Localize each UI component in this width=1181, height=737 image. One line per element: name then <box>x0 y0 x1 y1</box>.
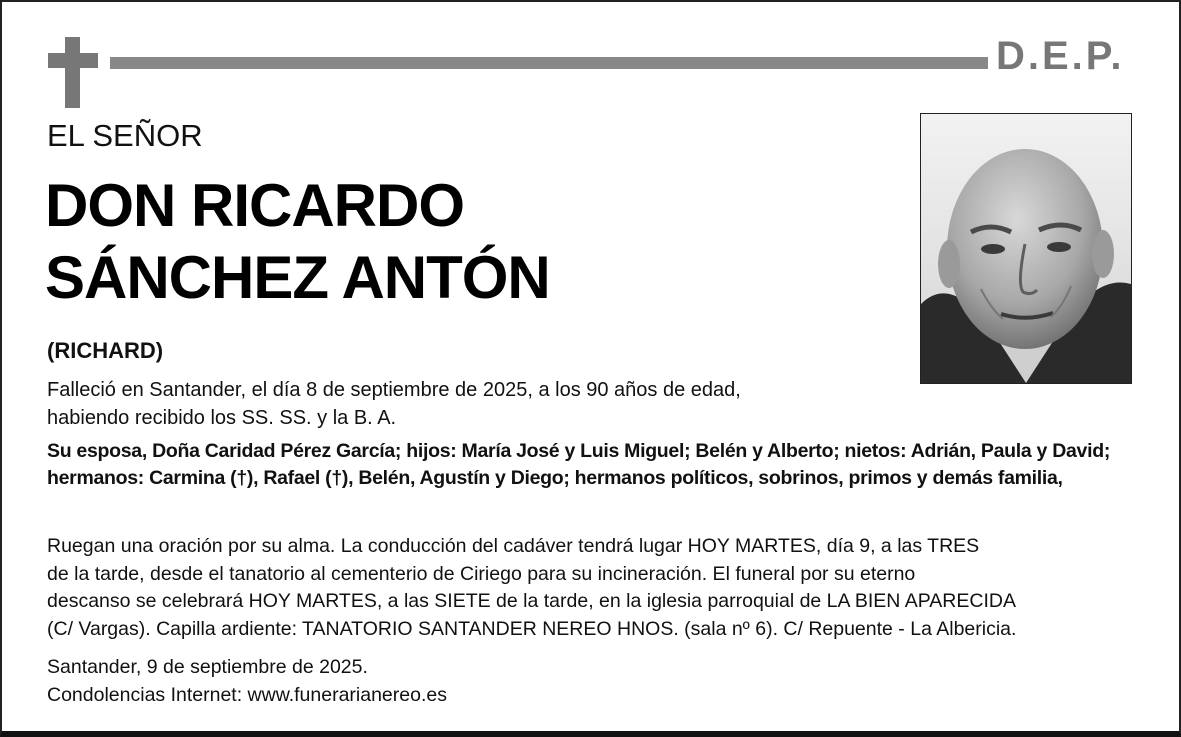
cross-icon-bar <box>48 53 98 68</box>
header-rule <box>110 57 988 69</box>
dep-label: D.E.P. <box>996 34 1125 78</box>
family-list: Su esposa, Doña Caridad Pérez García; hijos: María José y Luis Miguel; Belén y Alberto; nietos: Adrián, Paula y David; hermanos: Carmina (†), Rafael (†), Belén, Agustín y Diego; hermanos políticos, sobrinos, primos y demás familia, <box>47 440 1111 489</box>
death-notice-line2: habiendo recibido los SS. SS. y la B. A. <box>47 407 397 429</box>
portrait-illustration <box>921 114 1131 383</box>
deceased-title: EL SEÑOR <box>47 118 203 153</box>
cross-icon <box>65 37 80 108</box>
funeral-details <box>47 533 1147 643</box>
funeral-details-line1: Ruegan una oración por su alma. La conducción del cadáver tendrá lugar HOY MARTES, día 9, a las TRES <box>47 535 980 557</box>
funeral-details-line2: de la tarde, desde el tanatorio al cementerio de Ciriego para su incineración. El funeral por su eterno <box>47 562 916 585</box>
funeral-details-line3: descanso se celebrará HOY MARTES, a las SIETE de la tarde, en la iglesia parroquial de LA BIEN APARECIDA <box>47 590 1016 612</box>
place-date: Santander, 9 de septiembre de 2025. <box>47 656 368 678</box>
death-notice-line1: Falleció en Santander, el día 8 de septiembre de 2025, a los 90 años de edad, <box>47 379 741 401</box>
deceased-name-line2: SÁNCHEZ ANTÓN <box>45 244 550 311</box>
death-notice <box>47 376 827 432</box>
deceased-name-line1: DON RICARDO <box>45 172 464 239</box>
portrait-photo <box>920 113 1132 384</box>
deceased-nickname: (RICHARD) <box>47 338 164 363</box>
footer <box>47 654 447 709</box>
deceased-name <box>45 170 550 314</box>
funeral-details-line4: (C/ Vargas). Capilla ardiente: TANATORIO SANTANDER NEREO HNOS. (sala nº 6). C/ Repuente - La Albericia. <box>47 617 1017 640</box>
condolences-link: Condolencias Internet: www.funerarianereo.es <box>47 683 447 706</box>
